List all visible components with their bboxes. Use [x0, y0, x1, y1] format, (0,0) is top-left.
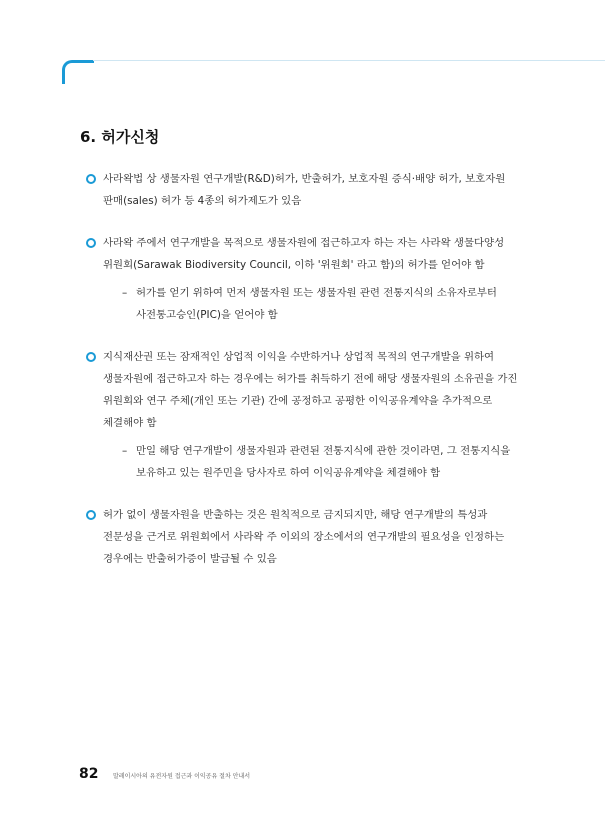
sub-item-text: 허가를 얻기 위하여 먼저 생물자원 또는 생물자원 관련 전통지식의 소유자로부터 사전통고승인(PIC)을 얻어야 함: [136, 287, 497, 321]
bullet-item: [82, 504, 528, 570]
sub-item: [103, 282, 528, 326]
bullet-circle-icon: [86, 510, 96, 520]
bullet-circle-icon: [86, 238, 96, 248]
page-number: 82: [79, 766, 99, 782]
bullet-text: 사라왁 주에서 연구개발을 목적으로 생물자원에 접근하고자 하는 자는 사라왁 생물다양성 위원회(Sarawak Biodiversity Council, 이하 '위원회' 라고 함)의 허가를 얻어야 함: [103, 237, 505, 271]
corner-ornament: [62, 60, 94, 84]
sub-item: [103, 440, 528, 484]
bullet-circle-icon: [86, 352, 96, 362]
bullet-item: [82, 232, 528, 326]
section-body: [82, 168, 528, 570]
footer-title: 말레이시아의 유전자원 접근과 이익공유 절차 안내서: [113, 773, 251, 780]
sub-item-text: 만일 해당 연구개발이 생물자원과 관련된 전통지식에 관한 것이라면, 그 전통지식을 보유하고 있는 원주민을 당사자로 하여 이익공유계약을 체결해야 함: [136, 445, 511, 479]
bullet-text: 지식재산권 또는 잠재적인 상업적 이익을 수반하거나 상업적 목적의 연구개발을 위하여 생물자원에 접근하고자 하는 경우에는 허가를 취득하기 전에 해당 생물자원의 소유권을 가진 위원회와 연구 주체(개인 또는 기관) 간에 공정하고 공평한 이익공유계약을 추가적으로 체결해야 함: [103, 351, 518, 429]
dash-marker: –: [122, 445, 128, 457]
bullet-item: [82, 346, 528, 484]
bullet-text: 사라왁법 상 생물자원 연구개발(R&D)허가, 반출허가, 보호자원 증식·배양 허가, 보호자원 판매(sales) 허가 등 4종의 허가제도가 있음: [103, 173, 506, 207]
bullet-item: [82, 168, 528, 212]
section-title: 6. 허가신청: [80, 128, 160, 146]
dash-marker: –: [122, 287, 128, 299]
bullet-circle-icon: [86, 174, 96, 184]
header-rule: [93, 60, 605, 61]
bullet-text: 허가 없이 생물자원을 반출하는 것은 원칙적으로 금지되지만, 해당 연구개발의 특성과 전문성을 근거로 위원회에서 사라왁 주 이외의 장소에서의 연구개발의 필요성을 인정하는 경우에는 반출허가증이 발급될 수 있음: [103, 509, 505, 565]
